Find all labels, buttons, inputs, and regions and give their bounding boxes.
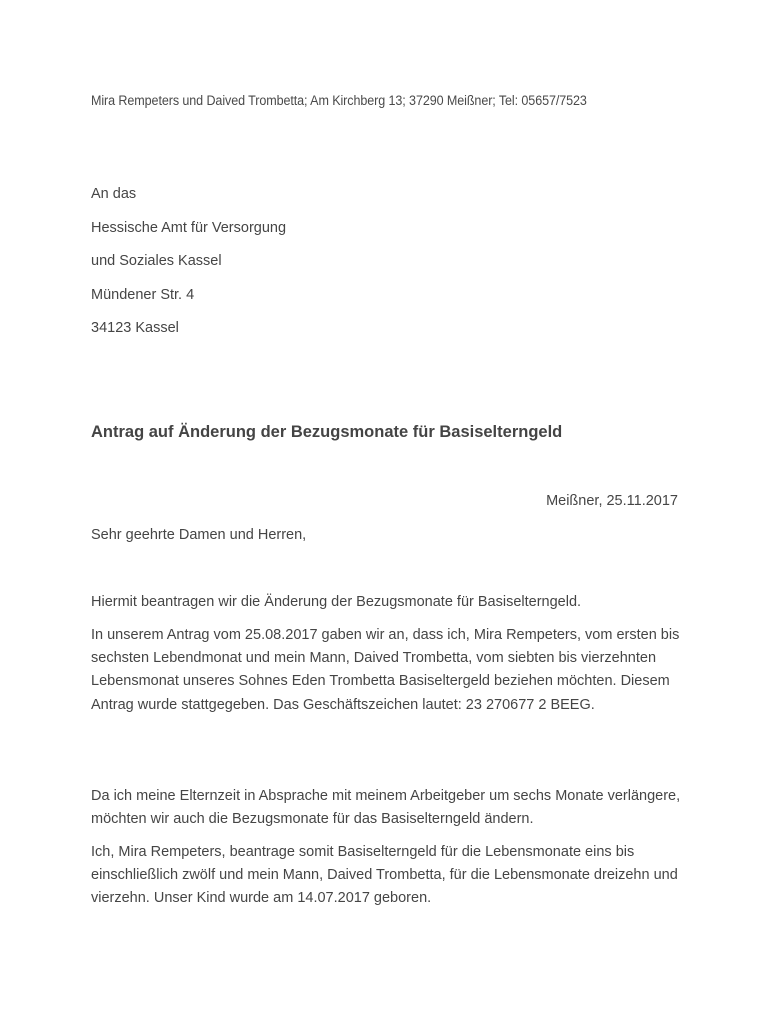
body-paragraph-reason: Da ich meine Elternzeit in Absprache mit meinem Arbeitgeber um sechs Monate verlängere, möchten wir auch die Bezugsmonate für das Basiselterngeld ändern. — [91, 788, 681, 828]
recipient-line-authority: Hessische Amt für Versorgung — [91, 219, 287, 236]
body-paragraph-new-distribution: Ich, Mira Rempeters, beantrage somit Basiselterngeld für die Lebensmonate eins bis einschließlich zwölf und mein Mann, Daived Trombetta, für die Lebensmonate dreizehn und vierzehn. Unser Kind wurde am 14.07.2017 geboren. — [91, 844, 678, 907]
recipient-address-block — [91, 186, 286, 354]
recipient-line-authority-cont: und Soziales Kassel — [91, 253, 222, 269]
recipient-line-city: 34123 Kassel — [91, 320, 179, 336]
place-and-date: Meißner, 25.11.2017 — [546, 493, 678, 509]
salutation: Sehr geehrte Damen und Herren, — [91, 527, 307, 543]
recipient-line-an-das: An das — [91, 186, 137, 202]
body-paragraph-request: Hiermit beantragen wir die Änderung der Bezugsmonate für Basiselterngeld. — [91, 594, 582, 610]
recipient-line-street: Mündener Str. 4 — [91, 286, 195, 303]
letter-subject: Antrag auf Änderung der Bezugsmonate für Basiselterngeld — [91, 423, 563, 441]
sender-address-line: Mira Rempeters und Daived Trombetta; Am Kirchberg 13; 37290 Meißner; Tel: 05657/7523 — [91, 93, 587, 108]
body-paragraph-previous-application: In unserem Antrag vom 25.08.2017 gaben wir an, dass ich, Mira Rempeters, vom ersten bis sechsten Lebendmonat und mein Mann, Daived Trombetta, vom siebten bis vierzehnten Lebensmonat unseres Sohnes Eden Trombetta Basiseltergeld beziehen möchten. Diesem Antrag wurde stattgegeben. Das Geschäftszeichen lautet: 23 270677 2 BEEG. — [91, 627, 680, 713]
